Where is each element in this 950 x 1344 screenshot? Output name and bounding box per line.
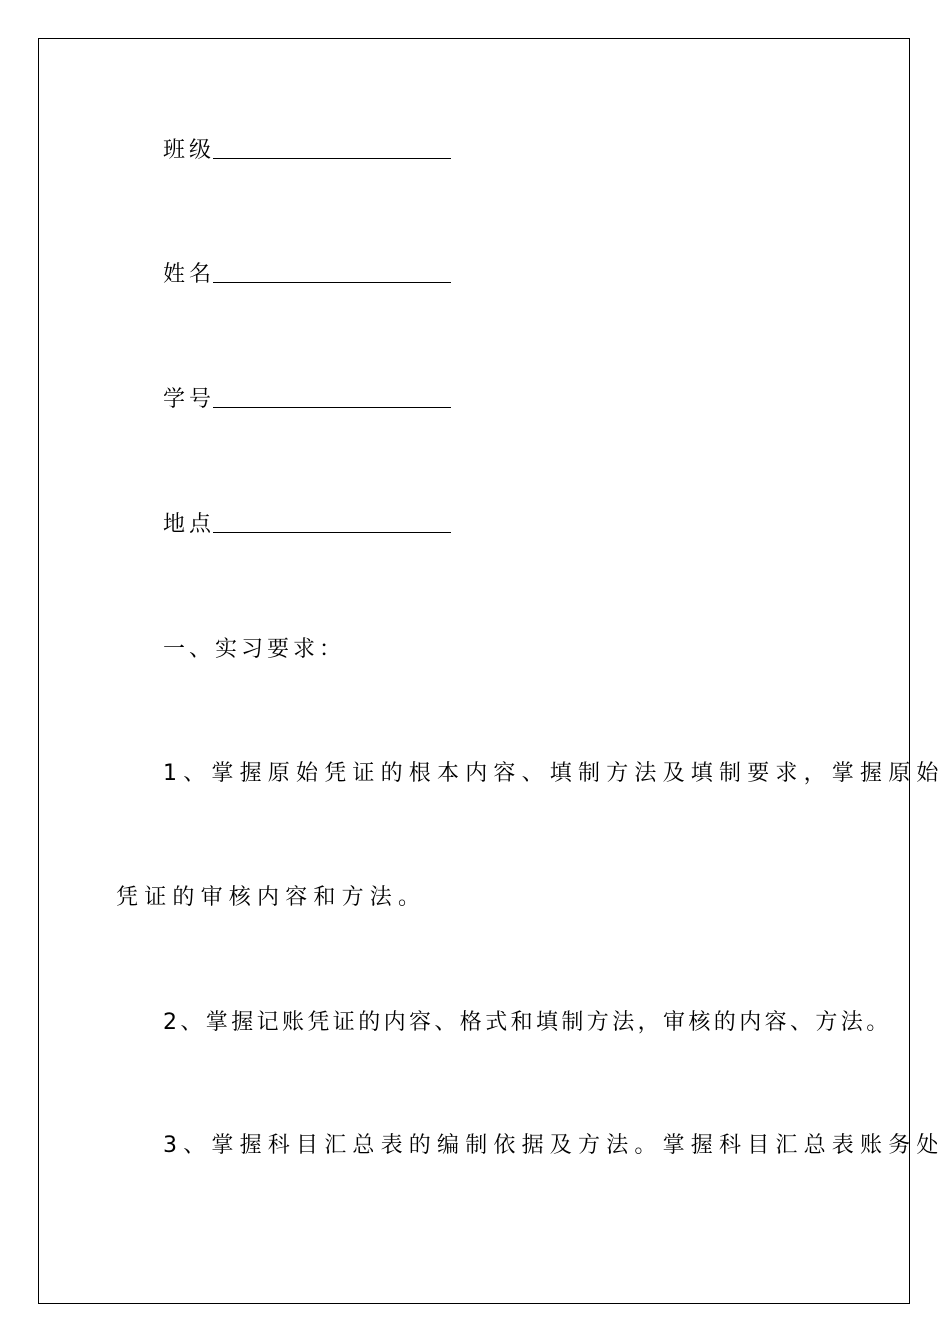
location-field [163,510,451,540]
class-blank[interactable] [213,157,451,159]
student-id-label: 学号 [163,387,216,412]
requirement-1-line-2: 凭证的审核内容和方法。 [116,885,427,910]
location-blank[interactable] [213,531,451,533]
page-border [38,38,910,1304]
section-heading: 一、实习要求： [163,637,346,662]
student-id-field [163,385,451,415]
student-id-blank[interactable] [213,406,451,408]
class-label: 班级 [163,138,216,163]
requirement-3-line-1: 3、掌握科目汇总表的编制依据及方法。掌握科目汇总表账务处 [163,1133,945,1158]
requirement-2: 2、掌握记账凭证的内容、格式和填制方法，审核的内容、方法。 [163,1010,892,1035]
name-blank[interactable] [213,281,451,283]
class-field [163,136,451,166]
requirement-1-line-1: 1、掌握原始凭证的根本内容、填制方法及填制要求，掌握原始 [163,761,945,786]
name-field [163,260,451,290]
name-label: 姓名 [163,262,216,287]
location-label: 地点 [163,512,216,537]
